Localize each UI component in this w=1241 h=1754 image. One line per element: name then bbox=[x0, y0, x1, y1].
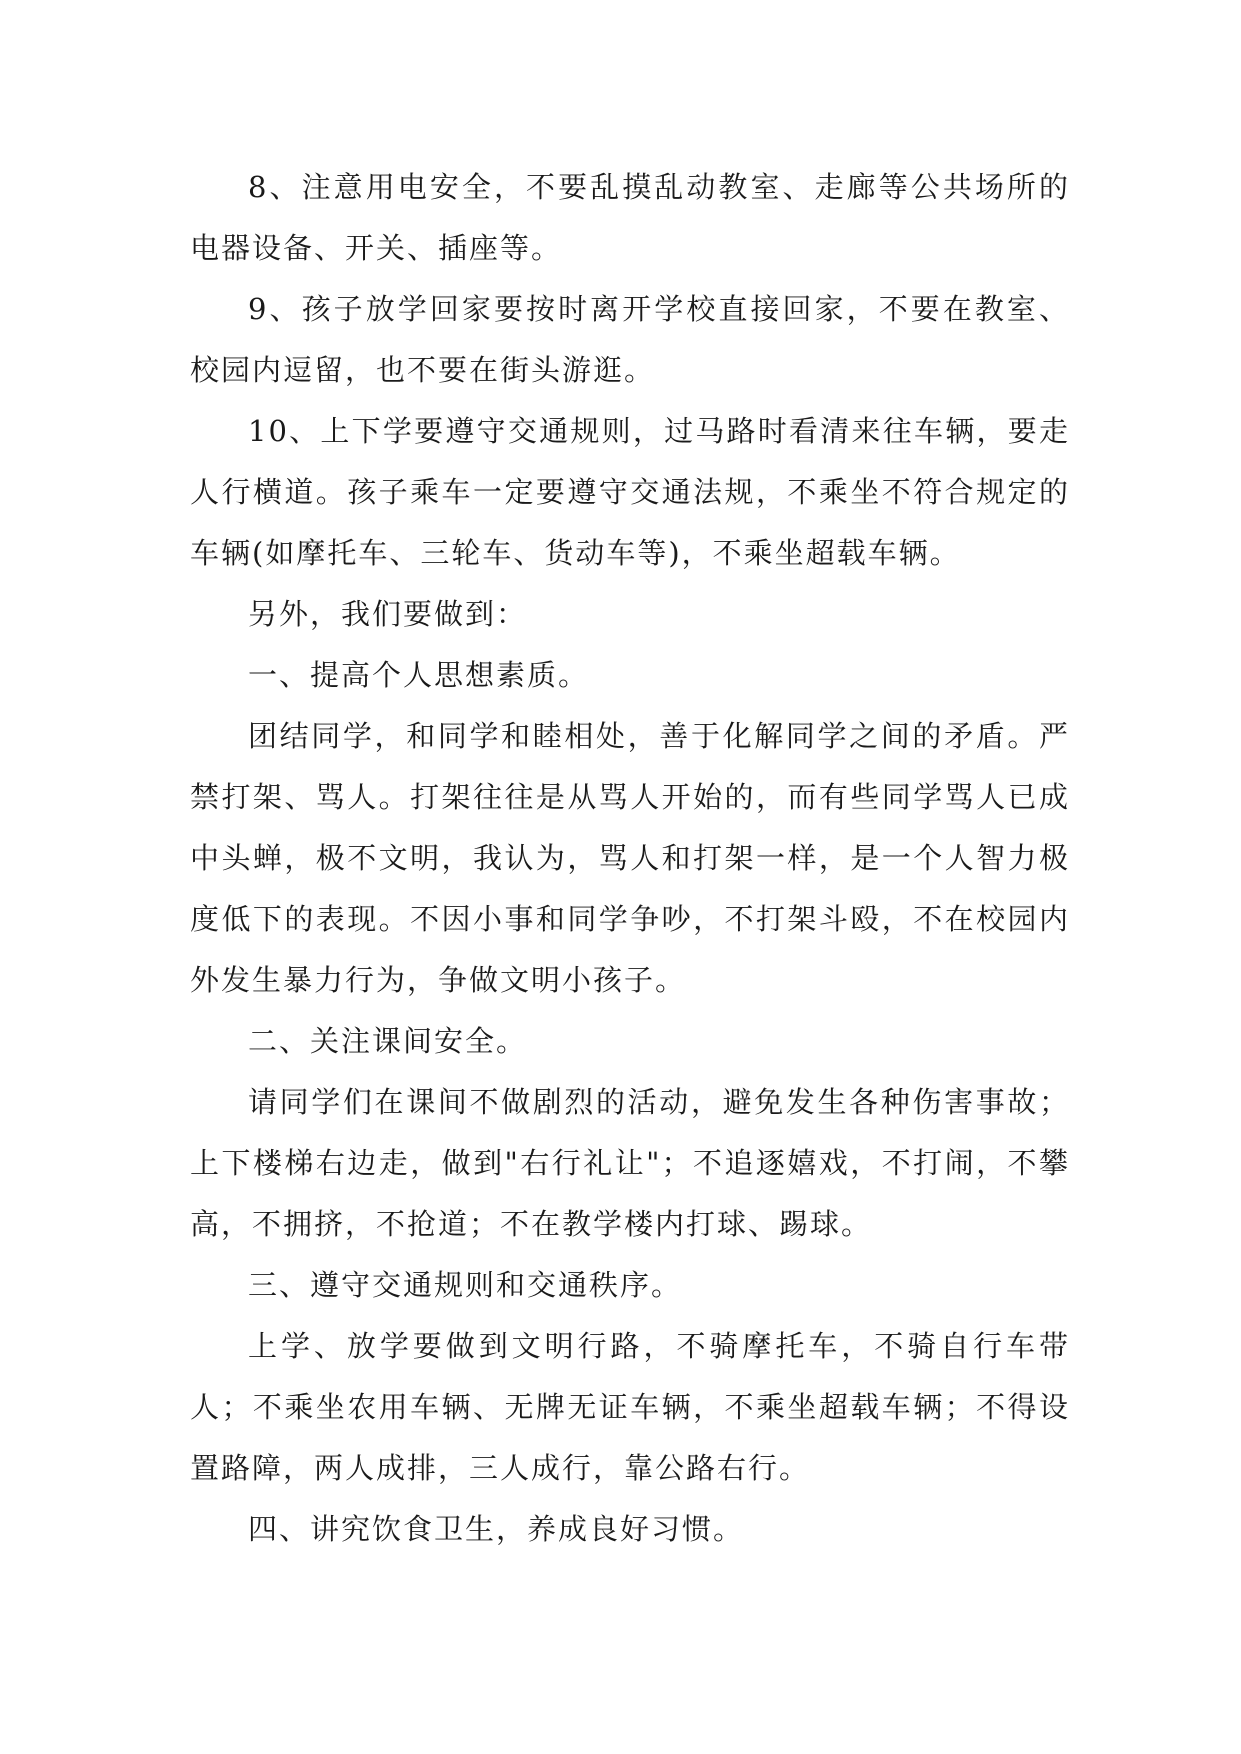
paragraph-break-safety: 请同学们在课间不做剧烈的活动，避免发生各种伤害事故；上下楼梯右边走，做到"右行礼让"；不追逐嬉戏，不打闹，不攀高，不拥挤，不抢道；不在教学楼内打球、踢球。 bbox=[190, 1085, 1070, 1241]
heading-ideology: 一、提高个人思想素质。 bbox=[248, 658, 590, 692]
paragraph-additionally: 另外，我们要做到： bbox=[248, 597, 528, 631]
paragraph-go-home: 9、孩子放学回家要按时离开学校直接回家，不要在教室、校园内逗留，也不要在街头游逛。 bbox=[190, 292, 1070, 387]
document-body bbox=[190, 157, 1070, 1560]
paragraph-traffic-rules: 10、上下学要遵守交通规则，过马路时看清来往车辆，要走人行横道。孩子乘车一定要遵守交通法规，不乘坐不符合规定的车辆(如摩托车、三轮车、货动车等)，不乘坐超载车辆。 bbox=[190, 414, 1070, 570]
paragraph-unity: 团结同学，和同学和睦相处，善于化解同学之间的矛盾。严禁打架、骂人。打架往往是从骂人开始的，而有些同学骂人已成中头蝉，极不文明，我认为，骂人和打架一样，是一个人智力极度低下的表现。不因小事和同学争吵，不打架斗殴，不在校园内外发生暴力行为，争做文明小孩子。 bbox=[190, 719, 1070, 997]
heading-food-hygiene: 四、讲究饮食卫生，养成良好习惯。 bbox=[248, 1512, 745, 1546]
heading-traffic-order: 三、遵守交通规则和交通秩序。 bbox=[248, 1268, 683, 1302]
heading-break-safety: 二、关注课间安全。 bbox=[248, 1024, 528, 1058]
paragraph-electric-safety: 8、注意用电安全，不要乱摸乱动教室、走廊等公共场所的电器设备、开关、插座等。 bbox=[190, 170, 1070, 265]
paragraph-civil-walking: 上学、放学要做到文明行路，不骑摩托车，不骑自行车带人；不乘坐农用车辆、无牌无证车辆，不乘坐超载车辆；不得设置路障，两人成排，三人成行，靠公路右行。 bbox=[190, 1329, 1070, 1485]
